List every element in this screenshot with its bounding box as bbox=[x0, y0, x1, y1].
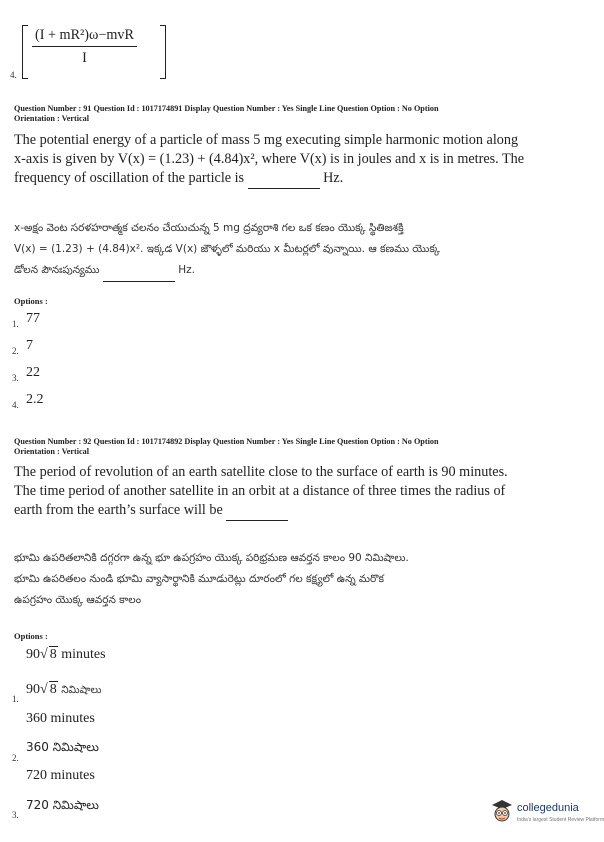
q91-line-2: x-axis is given by V(x) = (1.23) + (4.84)x², where V(x) is in joules and x is in metres. The bbox=[14, 151, 525, 167]
q92-question-en bbox=[14, 463, 584, 521]
left-bracket bbox=[22, 25, 28, 79]
radicand: 8 bbox=[49, 682, 57, 697]
collegedunia-logo[interactable] bbox=[490, 796, 604, 830]
q92-option-3-en[interactable]: 720 minutes bbox=[26, 768, 95, 783]
q91-option-2[interactable]: 7 bbox=[26, 338, 33, 353]
q91-orientation: Orientation : Vertical bbox=[14, 114, 90, 123]
q92-orientation: Orientation : Vertical bbox=[14, 447, 90, 456]
fraction-denominator: I bbox=[82, 50, 87, 66]
answer-blank-te bbox=[103, 260, 175, 282]
sqrt-sign: √ bbox=[40, 682, 48, 697]
q92-line-3-text: earth from the earth’s surface will be bbox=[14, 502, 223, 518]
q92-option-2-te[interactable]: 360 నిమిషాలు bbox=[26, 740, 99, 754]
prev-option-4 bbox=[10, 22, 184, 82]
q91-te-line-3 bbox=[14, 260, 584, 282]
q91-question-en bbox=[14, 131, 584, 189]
q92-option-1-te[interactable] bbox=[26, 680, 102, 701]
option-number: 4. bbox=[10, 70, 17, 80]
q92-te-line-2: భూమి ఉపరితలం నుండి భూమి వ్యాసార్థానికి మూడురెట్లు దూరంలో గల కక్ష్యలో ఉన్న మరొక bbox=[14, 573, 384, 585]
answer-blank bbox=[248, 169, 320, 189]
q92-option-3-number: 3. bbox=[12, 810, 19, 820]
q92-option-1-en[interactable] bbox=[26, 646, 106, 663]
q92-line-1: The period of revolution of an earth satellite close to the surface of earth is 90 minutes. bbox=[14, 464, 508, 480]
q92-option-2-en[interactable]: 360 minutes bbox=[26, 711, 95, 726]
q91-te-unit: Hz. bbox=[178, 264, 195, 276]
option-fraction bbox=[32, 26, 137, 68]
coefficient: 90 bbox=[26, 647, 40, 662]
q92-meta-line: Question Number : 92 Question Id : 1017174892 Display Question Number : Yes Single Line Question Option : No Option bbox=[14, 437, 439, 446]
logo-name: collegedunia bbox=[517, 802, 579, 814]
coefficient: 90 bbox=[26, 682, 40, 697]
logo-tagline: India's largest Student Review Platform bbox=[517, 817, 604, 823]
q91-question-te bbox=[14, 218, 584, 282]
q91-option-2-number: 2. bbox=[12, 346, 19, 356]
q91-option-3-number: 3. bbox=[12, 373, 19, 383]
q91-option-4-number: 4. bbox=[12, 400, 19, 410]
sqrt-sign: √ bbox=[40, 647, 48, 662]
q91-option-4[interactable]: 2.2 bbox=[26, 392, 44, 407]
q91-line-3-text: frequency of oscillation of the particle is bbox=[14, 170, 245, 186]
q91-te-line-2: V(x) = (1.23) + (4.84)x². ఇక్కడ V(x) జౌళ్ళలో మరియు x మీటర్లలో వున్నాయి. ఆ కణము యొక్క bbox=[14, 243, 440, 255]
q91-te-line-1: x-అక్షం వెంట సరళహరాత్మక చలనం చేయుచున్న 5 mg ద్రవ్యరాశి గల ఒక కణం యొక్క స్థితిజశక్తి bbox=[14, 222, 404, 234]
radicand: 8 bbox=[49, 647, 57, 662]
q91-options-label: Options : bbox=[14, 296, 48, 306]
q92-te-line-3: ఉపగ్రహం యొక్క ఆవర్తన కాలం bbox=[14, 594, 142, 606]
q92-option-2-number: 2. bbox=[12, 753, 19, 763]
q91-option-1[interactable]: 77 bbox=[26, 311, 40, 326]
q91-line-1: The potential energy of a particle of mass 5 mg executing simple harmonic motion along bbox=[14, 132, 519, 148]
q92-options-label: Options : bbox=[14, 631, 48, 641]
right-bracket bbox=[160, 25, 166, 79]
q91-option-1-number: 1. bbox=[12, 319, 19, 329]
q92-option-1-number: 1. bbox=[12, 694, 19, 704]
answer-blank bbox=[226, 501, 288, 521]
q92-option-3-te[interactable]: 720 నిమిషాలు bbox=[26, 798, 99, 812]
q91-line-3 bbox=[14, 169, 584, 189]
q91-meta-line: Question Number : 91 Question Id : 1017174891 Display Question Number : Yes Single Line Question Option : No Option bbox=[14, 104, 439, 113]
unit-te: నిమిషాలు bbox=[61, 684, 102, 696]
q91-te-line-3-text: డోలన పౌనఃపున్యము bbox=[14, 264, 100, 276]
graduate-mascot-icon bbox=[490, 798, 514, 826]
q92-line-3 bbox=[14, 501, 584, 521]
unit-en: minutes bbox=[61, 647, 106, 662]
q92-te-line-1: భూమి ఉపరితలానికి దగ్గరగా ఉన్న భూ ఉపగ్రహం యొక్క పరిభ్రమణ ఆవర్తన కాలం 90 నిమిషాలు. bbox=[14, 552, 409, 564]
q92-question-te bbox=[14, 548, 584, 611]
q91-option-3[interactable]: 22 bbox=[26, 365, 40, 380]
fraction-numerator: (I + mR²)ω−mvR bbox=[32, 26, 137, 47]
q91-unit: Hz. bbox=[323, 170, 344, 186]
q92-line-2: The time period of another satellite in an orbit at a distance of three times the radius of bbox=[14, 483, 506, 499]
